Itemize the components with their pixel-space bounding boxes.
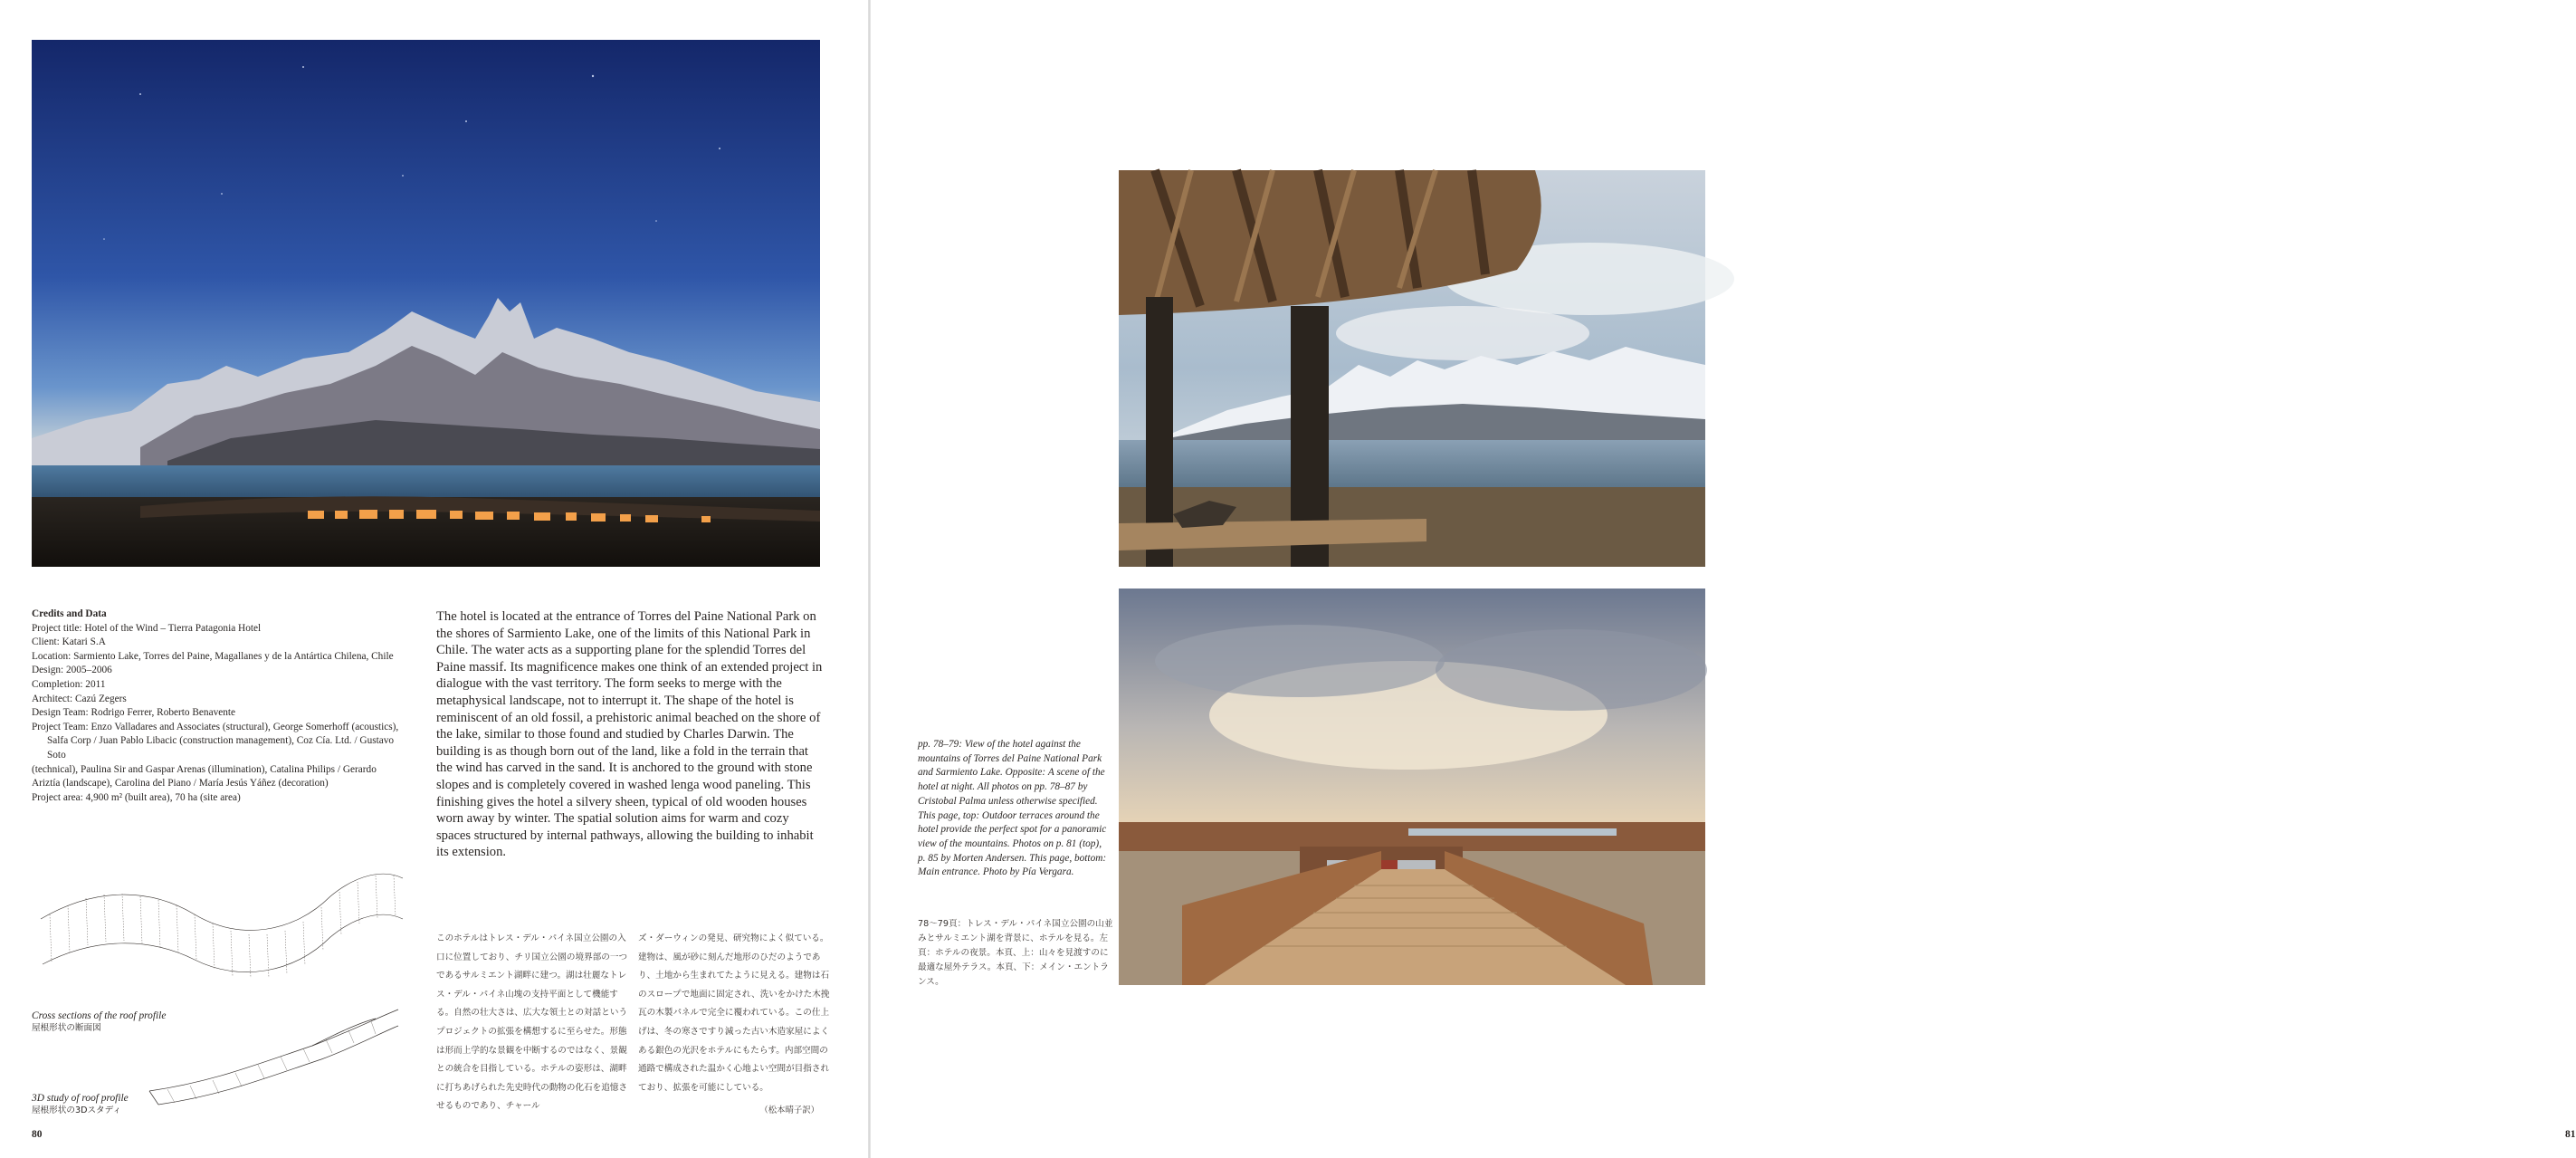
credits-completion: Completion: 2011	[32, 678, 106, 690]
caption-roof-3d-jp: 屋根形状の3Dスタディ	[32, 1105, 122, 1115]
credits-architect: Architect: Cazú Zegers	[32, 693, 127, 704]
roof-sections-lines	[32, 851, 407, 1005]
photo-caption-english: pp. 78–79: View of the hotel against the mountains of Torres del Paine National Park and Sarmiento Lake. Opposite: A scene of the hotel at night. All photos on pp. 78–87 by Cristobal Palma unless otherwise specified. This page, top: Outdoor terraces around the hotel provide the perfect spot for a panoramic view of the mountains. Photos on p. 81 (top), p. 85 by Morten Andersen. This page, bottom: Main entrance. Photo by Pía Vergara.	[918, 739, 1107, 878]
body-text-japanese-col1: このホテルはトレス・デル・パイネ国立公園の入口に位置しており、チリ国立公園の境界部の一つであるサルミエント湖畔に建つ。湖は壮麗なトレス・デル・パイネ山塊の支持平面として機能する。自然の壮大さは、広大な領土との対話というプロジェクトの拡張を構想するに至らせた。形態は形而上学的な景観を中断するのではなく、景観との統合を目指している。ホテルの姿形は、湖畔に打ちあげられた先史時代の動物の化石を追憶させるものであり、チャール	[436, 933, 628, 1112]
caption-roof-3d-en: 3D study of roof profile	[32, 1093, 129, 1104]
caption-roof-sections-jp: 屋根形状の断面図	[32, 1023, 101, 1033]
body-text-japanese-col2: ズ・ダーウィンの発見、研究物によく似ている。建物は、風が砂に刻んだ地形のひだのようであり、土地から生まれてたように見える。建物は石のスロープで地面に固定され、洗いをかけた木挽瓦の木製パネルで完全に覆われている。この仕上げは、冬の寒さですり減った古い木造家屋によくある銀色の光沢をホテルにもたらす。内部空間の通路で構成された温かく心地よい空間が目指されており、拡張を可能にしている。	[638, 933, 830, 1093]
caption-roof-3d	[32, 1092, 129, 1117]
terrace-illustration	[1119, 170, 1705, 567]
roof-sections-drawing	[32, 851, 407, 1005]
credits-project-team: Project Team: Enzo Valladares and Associates (structural), George Somerhoff (acoustics), Salfa Corp / Juan Pablo Libacic (construction management), Coz Cía. Ltd. / Gustavo Soto	[32, 721, 399, 761]
main-entrance-photo	[1119, 589, 1705, 985]
caption-roof-sections-en: Cross sections of the roof profile	[32, 1010, 167, 1021]
page-number-left: 80	[32, 1129, 43, 1140]
credits-project-team-cont: (technical), Paulina Sir and Gaspar Arenas (illumination), Catalina Philips / Gerardo Ariztía (landscape), Carolina del Piano / María Jesús Yáñez (decoration)	[32, 763, 377, 790]
credits-project-area: Project area: 4,900 m² (built area), 70 ha (site area)	[32, 791, 241, 803]
entrance-illustration	[1119, 589, 1705, 985]
roof-3d-study-drawing	[140, 1000, 403, 1109]
photo-caption-japanese: 78〜79頁：トレス・デル・パイネ国立公園の山並みとサルミエント湖を背景に、ホテルを見る。左頁：ホテルの夜景。本頁、上：山々を見渡すのに最適な屋外テラス。本頁、下：メイン・エントランス。	[918, 919, 1113, 987]
credits-design: Design: 2005–2006	[32, 665, 112, 676]
hotel-night-photo	[32, 40, 820, 567]
terrace-photo	[1119, 170, 1705, 567]
hotel-night-illustration	[32, 40, 820, 567]
credits-client: Client: Katari S.A	[32, 636, 106, 648]
roof-3d-lines	[140, 1000, 403, 1109]
credits-block	[32, 608, 403, 805]
page-number-right: 81	[2565, 1129, 2576, 1140]
credits-project-title: Project title: Hotel of the Wind – Tierra Patagonia Hotel	[32, 622, 262, 634]
credits-design-team: Design Team: Rodrigo Ferrer, Roberto Benavente	[32, 707, 236, 719]
translator-credit: （松本晴子訳）	[759, 1105, 819, 1115]
left-page	[0, 0, 869, 1158]
credits-location: Location: Sarmiento Lake, Torres del Paine, Magallanes y de la Antártica Chilena, Chile	[32, 650, 394, 662]
credits-heading: Credits and Data	[32, 608, 107, 619]
body-text-english: The hotel is located at the entrance of Torres del Paine National Park on the shores of Sarmiento Lake, one of the limits of this National Park in Chile. The water acts as a supporting plane for the splendid Torres del Paine massif. Its magnificence makes one think of an extended project in dialogue with the vast territory. The form seeks to merge with the metaphysical landscape, not to interrupt it. The shape of the hotel is reminiscent of an old fossil, a prehistoric animal beached on the shore of the lake, similar to those found and studied by Charles Darwin. The building is as though born out of the land, like a fold in the terrain that the wind has carved in the sand. It is anchored to the ground with stone slopes and is completely covered in washed lenga wood paneling. This finishing gives the hotel a silvery sheen, typical of old wooden houses worn away by winter. The spatial solution aims for warm and cozy spaces structured by internal pathways, allowing the building to inhabit its extension.	[436, 609, 823, 860]
